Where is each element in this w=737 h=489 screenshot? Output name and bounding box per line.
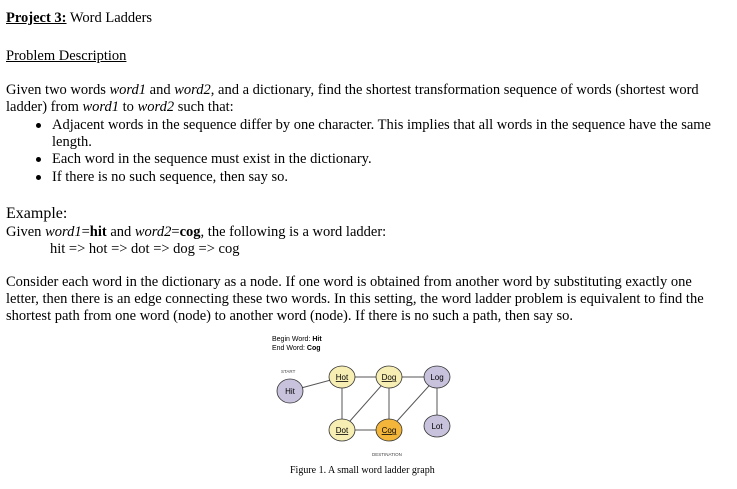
bullet-3: If there is no such sequence, then say so. [52, 169, 288, 185]
node-log [424, 366, 450, 388]
text-span: = [171, 224, 180, 240]
word1-value: hit [89, 224, 107, 240]
text-span: to [119, 99, 138, 115]
word-ladder-graph [262, 332, 482, 482]
word1-italic: word1 [82, 99, 120, 115]
word1-italic: word1 [109, 82, 147, 98]
text-span: such that: [174, 99, 234, 115]
start-tag: START [281, 369, 296, 374]
bullet-1-line-2: length. [52, 134, 92, 150]
node-lot [424, 415, 450, 437]
word2-italic: word2 [137, 99, 175, 115]
text-span: and [106, 224, 135, 240]
project-number: Project 3: [6, 10, 67, 26]
destination-tag: DESTINATION [372, 452, 402, 457]
paragraph-line-3: shortest path from one word (node) to another word (node). If there is no such a path, then say so. [6, 308, 573, 324]
node-label: Dot [335, 426, 349, 435]
node-label: Hot [335, 373, 349, 382]
description-line-1 [6, 82, 699, 99]
paragraph-line-1: Consider each word in the dictionary as a node. If one word is obtained from another word by substituting exactly one [6, 274, 692, 290]
node-label: Cog [381, 426, 397, 435]
bullet-dot [36, 157, 41, 162]
node-dog [376, 366, 402, 388]
word2-italic: word2 [134, 224, 172, 240]
node-label: Dog [381, 373, 397, 382]
word1-italic: word1 [45, 224, 82, 240]
node-label: Lot [431, 422, 443, 431]
section-heading: Problem Description [6, 48, 127, 64]
bullet-dot [36, 175, 41, 180]
node-label: Log [430, 373, 444, 382]
word2-italic: word2 [174, 82, 211, 98]
text-span: = [81, 224, 90, 240]
bullet-1-line-1: Adjacent words in the sequence differ by one character. This implies that all words in the sequence have the same [52, 117, 711, 133]
paragraph-line-2: letter, then there is an edge connecting these two words. In this setting, the word ladder problem is equivalent to find the [6, 291, 704, 307]
example-ladder: hit => hot => dot => dog => cog [50, 241, 240, 257]
node-hit [277, 379, 303, 403]
text-span: Given two words [6, 82, 110, 98]
text-span: , and a dictionary, find the shortest transformation sequence of words (shortest word [210, 82, 699, 98]
project-name: Word Ladders [69, 10, 153, 26]
word2-value: cog [179, 224, 201, 240]
project-title [6, 10, 152, 27]
node-cog [376, 419, 402, 441]
bullet-dot [36, 123, 41, 128]
text-span: Given [6, 224, 46, 240]
bullet-2: Each word in the sequence must exist in the dictionary. [52, 151, 372, 167]
begin-word-text: Begin Word: Hit [272, 336, 322, 343]
node-label: Hit [285, 387, 295, 396]
text-span: ladder) from [6, 99, 83, 115]
node-hot [329, 366, 355, 388]
figure-caption: Figure 1. A small word ladder graph [290, 465, 435, 476]
description-line-2 [6, 99, 234, 116]
example-given [6, 224, 386, 241]
end-word-text: End Word: Cog [272, 345, 321, 352]
graph-edges [290, 377, 437, 430]
text-span: , the following is a word ladder: [200, 224, 387, 240]
example-heading: Example: [6, 205, 68, 222]
node-dot [329, 419, 355, 441]
text-span: and [146, 82, 175, 98]
